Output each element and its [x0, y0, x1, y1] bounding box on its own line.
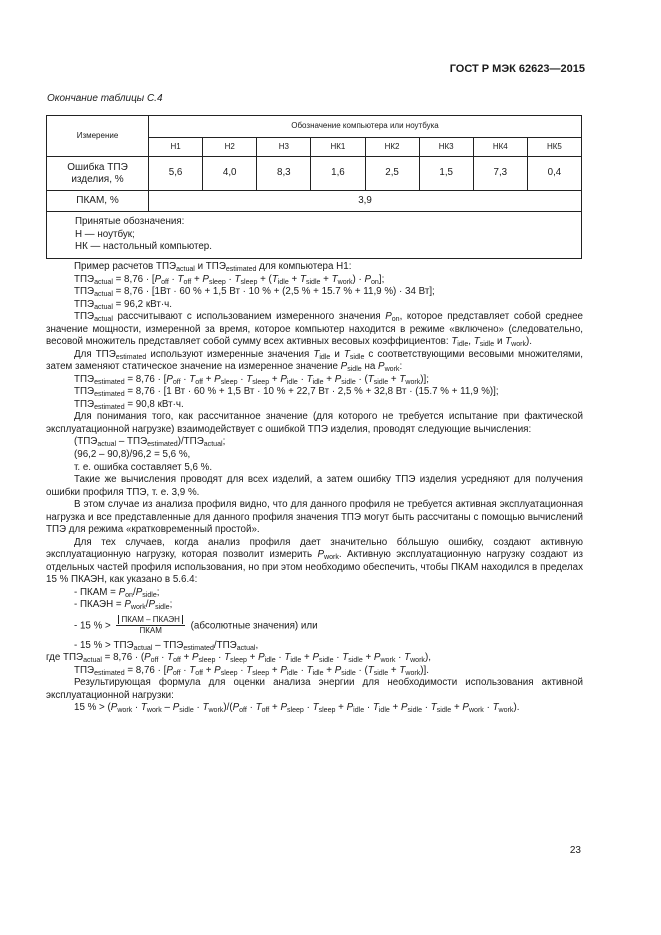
- row-label-pkam: ПКАМ, %: [47, 191, 149, 212]
- row-label-error: Ошибка ТПЭ изделия, %: [47, 157, 149, 191]
- formula: $ТПЭ_{estimated} = 8,76 \cdot [P_{off} \cdot T_{off} + P_{sleep} \cdot T_{sleep} + P_{idle} \cdot T_{idle} + P_{sidle} \cdot (T_{sidle} + T_{work})]$.: [74, 664, 429, 677]
- column-header: Н1: [149, 138, 203, 157]
- formula: (96,2 – 90,8)/96,2 = 5,6 %,: [74, 448, 191, 460]
- table-c4: [46, 115, 582, 259]
- table-cell: 7,3: [473, 157, 527, 191]
- formula: $ТПЭ_{actual} = 96,2$ кВт·ч.: [74, 298, 172, 311]
- formula: т. е. ошибка составляет 5,6 %.: [74, 461, 213, 473]
- table-cell: 0,4: [527, 157, 581, 191]
- list-item: - ПКАМ = $P_{on}/P_{sidle}$;: [74, 586, 160, 599]
- paragraph: Результирующая формула для оценки анализа энергии для необходимости использования активной эксплуатационной нагрузки:: [46, 677, 583, 701]
- table-caption: Окончание таблицы С.4: [47, 93, 163, 104]
- formula: $ТПЭ_{estimated} = 8,76 \cdot [1$ Вт · 60 % + 1,5 Вт · 10 % + 22,7 Вт · 2,5 % + 32,8 Вт · (15.7 % + 11,9 %)];: [74, 386, 499, 399]
- table-cell: 5,6: [149, 157, 203, 191]
- pkam-value: 3,9: [149, 191, 582, 212]
- group-header: Обозначение компьютера или ноутбука: [149, 116, 582, 138]
- formula: $(ТПЭ_{actual} - ТПЭ_{estimated})/ТПЭ_{actual}$;: [74, 436, 226, 449]
- formula: где $ТПЭ_{actual} = 8,76 \cdot (P_{off} \cdot T_{off} + P_{sleep} \cdot T_{sleep} + P_{idle} \cdot T_{idle} + P_{sidle} \cdot T_{sidle} + P_{work} \cdot T_{work})$,: [46, 652, 431, 665]
- column-header: НК2: [365, 138, 419, 157]
- formula: $ТПЭ_{actual} = 8,76 \cdot [P_{off} \cdot T_{off} + P_{sleep} \cdot T_{sleep} + (T_{idle} + T_{sidle} + T_{work}) \cdot P_{on}]$;: [74, 273, 385, 286]
- paragraph: В этом случае из анализа профиля видно, что для данного профиля не требуется активная эксплуатационная нагрузка и все представленные для данного профиля значения ТПЭ могут быть рассчитаны с помощью вычислений ТПЭ для режима «кратковременный простой».: [46, 499, 583, 536]
- table-notes: [47, 212, 582, 259]
- formula: $ТПЭ_{actual} = 8,76 \cdot [1Вт \cdot 60$ % + 1,5 Вт · 10 % + (2,5 % + 15.7 % + 11,9 %) · 34 Вт];: [74, 286, 435, 299]
- column-header: Н2: [203, 138, 257, 157]
- body-text: [46, 261, 583, 715]
- table-cell: 4,0: [203, 157, 257, 191]
- paragraph: Для понимания того, как рассчитанное значение (для которого не требуется испытание при фактической эксплуатационной нагрузке) взаимодействует с ошибкой ТПЭ изделия, проводят следующие вычисления:: [46, 411, 583, 435]
- fraction: $\frac{\text{ПКАМ – ПКАЭН}}{\text{ПКАМ}}$: [116, 615, 184, 637]
- note-line: Н — ноутбук;: [75, 228, 135, 240]
- list-item: - ПКАЭН = $P_{work}/P_{sidle}$;: [74, 599, 173, 612]
- formula: 15 % > $(P_{work} \cdot T_{work} - P_{sidle} \cdot T_{work})/(P_{off} \cdot T_{off} + P_{sleep} \cdot T_{sleep} + P_{idle} \cdot T_{idle} + P_{sidle} \cdot T_{sidle} + P_{work} \cdot T_{work})$.: [74, 702, 520, 715]
- list-item: - 15 % > $ТПЭ_{actual} - ТПЭ_{estimated}/ТПЭ_{actual}$,: [74, 639, 259, 652]
- list-item: - 15 % > $\frac{\text{ПКАМ – ПКАЭН}}{\text{ПКАМ}}$ (абсолютные значения) или: [74, 614, 318, 636]
- paragraph: Такие же вычисления проводят для всех изделий, а затем ошибку ТПЭ изделия усредняют для получения ошибки профиля ТПЭ, т. е. 3,9 %.: [46, 474, 583, 498]
- formula: $ТПЭ_{estimated} = 8,76 \cdot [P_{off} \cdot T_{off} + P_{sleep} \cdot T_{sleep} + P_{idle} \cdot T_{idle} + P_{sidle} \cdot (T_{sidle} + T_{work})]$;: [74, 373, 429, 386]
- column-header: НК4: [473, 138, 527, 157]
- column-header: НК5: [527, 138, 581, 157]
- paragraph: Для тех случаев, когда анализ профиля дает значительно бо́льшую ошибку, создают активную эксплуатационную нагрузку, которая позволит измерить $P_{work}$. Активную эксплуатационную нагрузку создают из отдельных частей профиля использования, но при этом необходимо обеспечить, чтобы ПКАМ находился в пределах 15 % ПКАЭН, как указано в 5.6.4:: [46, 536, 584, 586]
- paragraph: $ТПЭ_{actual}$ рассчитывают с использованием измеренного значения $P_{on}$, которое представляет собой среднее значение мощности, измеренной за время, которое компьютер находится в режиме «включено» (следовательно, весовой множитель представляет собой сумму всех активных весовых коэффициентов: $T_{idle}$, $T_{sidle}$ и $T_{work}$).: [46, 311, 584, 349]
- note-line: НК — настольный компьютер.: [75, 241, 212, 253]
- note-line: Принятые обозначения:: [75, 216, 185, 227]
- example-heading: Пример расчетов $ТПЭ_{actual}$ и $ТПЭ_{estimated}$ для компьютера Н1:: [74, 261, 352, 273]
- measure-header: Измерение: [47, 116, 149, 157]
- table-cell: 8,3: [257, 157, 311, 191]
- page-number: 23: [569, 845, 581, 856]
- table-cell: 1,5: [419, 157, 473, 191]
- table-cell: 1,6: [311, 157, 365, 191]
- paragraph: Для $ТПЭ_{estimated}$ используют измеренные значения $T_{idle}$ и $T_{sidle}$ с соответствующими весовыми множителями, затем заменяют статическое значение на измеренное значение $P_{sidle}$ на $P_{work}$:: [46, 348, 583, 374]
- column-header: НК1: [311, 138, 365, 157]
- standard-designation: ГОСТ Р МЭК 62623—2015: [449, 63, 585, 75]
- column-header: Н3: [257, 138, 311, 157]
- formula: $ТПЭ_{estimated} = 90,8$ кВт·ч.: [74, 398, 184, 411]
- table-cell: 2,5: [365, 157, 419, 191]
- column-header: НК3: [419, 138, 473, 157]
